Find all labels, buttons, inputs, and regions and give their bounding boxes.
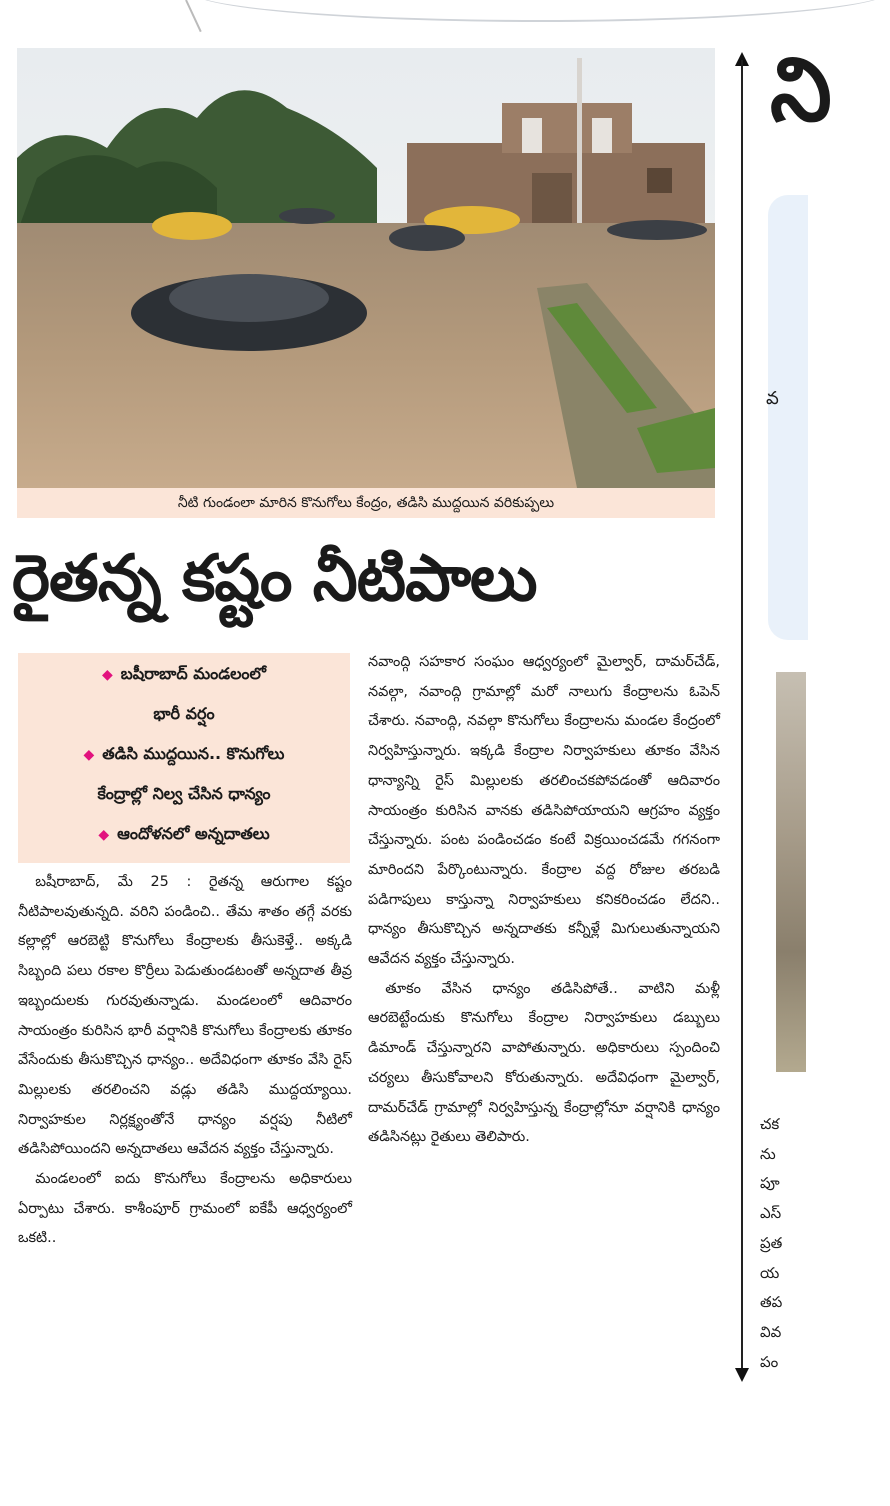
adjacent-box-text: వ <box>766 388 779 409</box>
highlight-line: ◆ ఆందోళనలో అన్నదాతలు <box>98 824 270 843</box>
diamond-bullet-icon: ◆ <box>98 827 110 843</box>
arrow-down-icon <box>735 1368 749 1382</box>
highlights-box <box>18 653 350 863</box>
highlight-line: ◆ తడిసి ముద్దయిన.. కొనుగోలు <box>83 744 285 763</box>
headline: రైతన్న కష్టం నీటిపాలు <box>12 542 537 616</box>
adjacent-blue-box <box>768 195 808 640</box>
highlight-line: భారీ వర్షం <box>153 704 215 723</box>
diamond-bullet-icon: ◆ <box>102 667 113 683</box>
article-column-1 <box>18 868 352 1254</box>
adjacent-text: చక ను పూ ఎస్ ప్రత య తప వివ పం <box>760 1115 783 1371</box>
news-photo <box>17 48 715 488</box>
column-divider <box>741 60 743 1370</box>
highlight-line: ◆ బషీరాబాద్ మండలంలో <box>102 664 266 683</box>
adjacent-photo <box>776 672 806 1072</box>
diamond-bullet-icon: ◆ <box>83 747 95 763</box>
paragraph: మండలంలో ఐదు కొనుగోలు కేంద్రాలను అధికారులు ఏర్పాటు చేశారు. కాశీంపూర్ గ్రామంలో ఐకేపీ ఆధ్వర్యంలో ఒకటి.. <box>18 1171 352 1247</box>
highlight-line: కేంద్రాల్లో నిల్వ చేసిన ధాన్యం <box>97 784 271 803</box>
paragraph: తూకం వేసిన ధాన్యం తడిసిపోతే.. వాటిని మళ్లీ ఆరబెట్టేందుకు కొనుగోలు కేంద్రాల నిర్వాహకులు డబ్బులు డిమాండ్ చేస్తున్నారని వాపోతున్నారు. అధికారులు స్పందించి చర్యలు తీసుకోవాలని కోరుతున్నారు. అదేవిధంగా మైల్వార్, దామర్‌చేడ్ గ్రామాల్లో నిర్వహిస్తున్న కేంద్రాల్లోనూ వర్షానికి ధాన్యం తడిసినట్లు రైతులు తెలిపారు. <box>368 980 720 1146</box>
article-column-2 <box>368 648 720 1153</box>
paragraph: నవాంద్గి సహకార సంఘం ఆధ్వర్యంలో మైల్వార్, దామర్‌చేడ్, నవల్గా, నవాంద్గి గ్రామాల్లో మరో నాలుగు కేంద్రాలను ఓపెన్ చేశారు. నవాంద్గి, నవల్గా కొనుగోలు కేంద్రాలను మండల కేంద్రంలో నిర్వహిస్తున్నారు. ఇక్కడి కేంద్రాల నిర్వాహకులు తూకం వేసిన ధాన్యాన్ని రైస్ మిల్లులకు తరలించకపోవడంతో ఆదివారం సాయంత్రం కురిసిన వానకు తడిసిపోయాయని ఆగ్రహం వ్యక్తం చేస్తున్నారు. పంట పండించడం కంటే విక్రయించడమే గగనంగా మారిందని పేర్కొంటున్నారు. కేంద్రాల వద్ద రోజుల తరబడి పడిగాపులు కాస్తున్నా నిర్వాహకులు కనికరించడం లేదని.. ధాన్యం తీసుకొచ్చిన అన్నదాతకు కన్నీళ్లే మిగులుతున్నాయని ఆవేదన వ్యక్తం చేస్తున్నారు. <box>368 654 720 968</box>
page-top-rule <box>185 0 202 32</box>
photo-caption: నీటి గుండంలా మారిన కొనుగోలు కేంద్రం, తడిసి ముద్దయిన వరికుప్పలు <box>17 488 715 518</box>
adjacent-article-strip <box>760 0 832 1506</box>
adjacent-headline-fragment: ని <box>770 38 832 141</box>
paragraph: బషీరాబాద్, మే 25 : రైతన్న ఆరుగాల కష్టం నీటిపాలవుతున్నది. వరిని పండించి.. తేమ శాతం తగ్గే వరకు కల్లాల్లో ఆరబెట్టి కొనుగోలు కేంద్రాలకు తీసుకెళ్తే.. అక్కడి సిబ్బంది పలు రకాల కొర్రీలు పెడుతుండటంతో అన్నదాత తీవ్ర ఇబ్బందులకు గురవుతున్నాడు. మండలంలో ఆదివారం సాయంత్రం కురిసిన భారీ వర్షానికి కొనుగోలు కేంద్రాలకు తూకం వేసేందుకు తీసుకొచ్చిన ధాన్యం.. అదేవిధంగా తూకం వేసి రైస్ మిల్లులకు తరలించని వడ్లు తడిసి ముద్దయ్యాయి. నిర్వాహకుల నిర్లక్ష్యంతోనే ధాన్యం వర్షపు నీటిలో తడిసిపోయిందని అన్నదాతలు ఆవేదన వ్యక్తం చేస్తున్నారు. <box>18 874 352 1158</box>
